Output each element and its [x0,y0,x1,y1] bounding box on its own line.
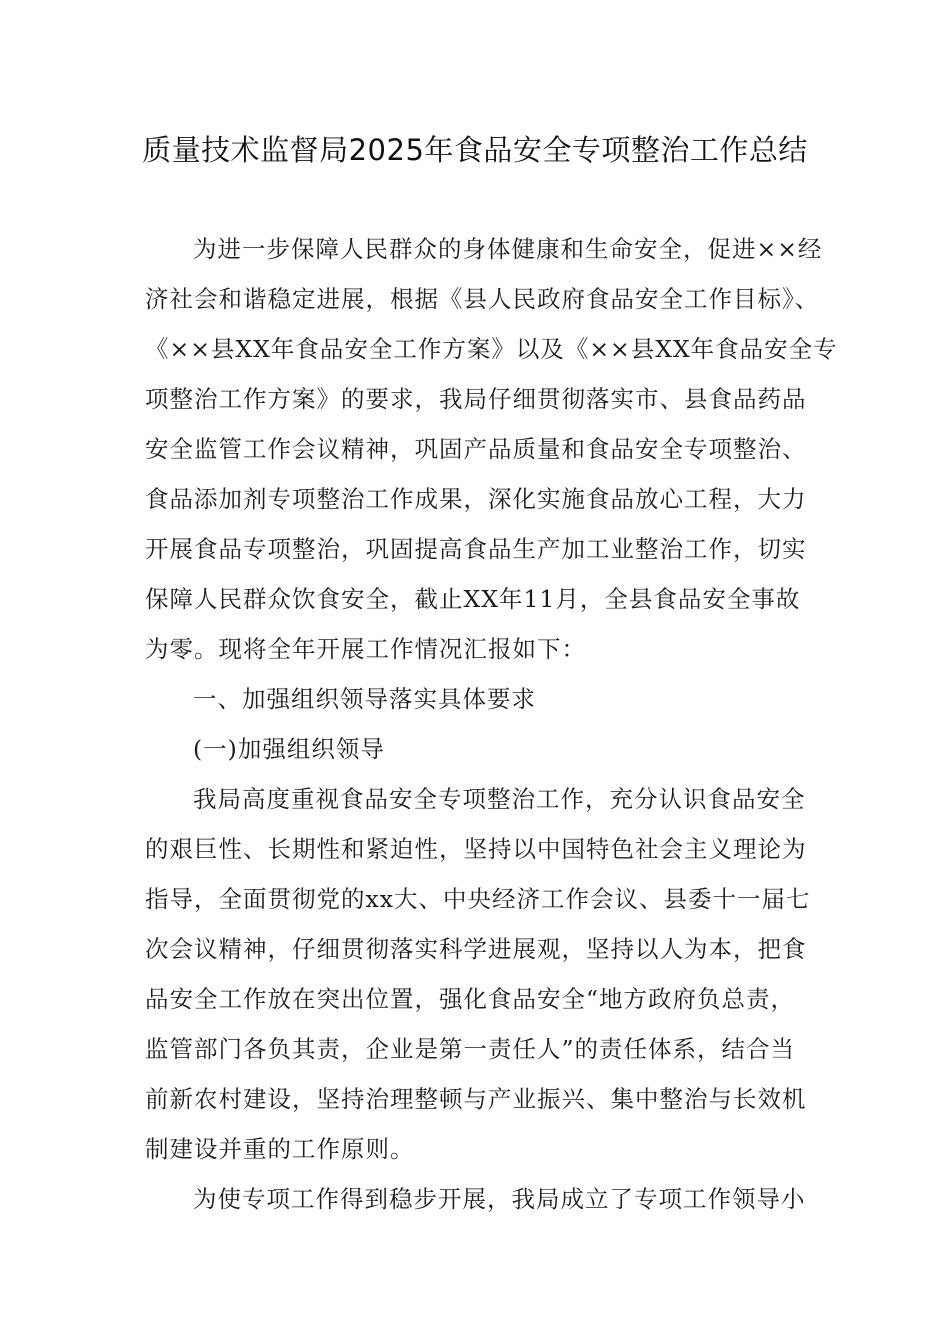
paragraph-line: 安全监管工作会议精神，巩固产品质量和食品安全专项整治、 [145,435,807,463]
subsection-heading: (一)加强组织领导 [193,735,385,763]
paragraph-line: 为使专项工作得到稳步开展，我局成立了专项工作领导小 [193,1185,806,1213]
section-heading: 一、加强组织领导落实具体要求 [193,685,536,713]
paragraph-line: 开展食品专项整治，巩固提高食品生产加工业整治工作，切实 [145,535,807,563]
paragraph-line: 指导，全面贯彻党的xx大、中央经济工作会议、县委十一届七 [145,885,811,913]
paragraph-line: 济社会和谐稳定进展，根据《县人民政府食品安全工作目标》、 [145,285,820,313]
paragraph-line: 食品添加剂专项整治工作成果，深化实施食品放心工程，大力 [145,485,807,513]
paragraph-line: 我局高度重视食品安全专项整治工作，充分认识食品安全 [193,785,806,813]
paragraph-line: 次会议精神，仔细贯彻落实科学进展观，坚持以人为本，把食 [145,935,807,963]
paragraph-line: 《××县XX年食品安全工作方案》以及《××县XX年食品安全专 [145,335,838,363]
paragraph-line: 保障人民群众饮食安全，截止XX年11月，全县食品安全事故 [145,585,801,613]
paragraph-line: 制建设并重的工作原则。 [145,1135,415,1163]
paragraph-line: 品安全工作放在突出位置，强化食品安全“地方政府负总责， [145,985,796,1013]
paragraph-line: 前新农村建设，坚持治理整顿与产业振兴、集中整治与长效机 [145,1085,807,1113]
paragraph-line: 为进一步保障人民群众的身体健康和生命安全，促进××经 [193,235,823,263]
paragraph-line: 为零。现将全年开展工作情况汇报如下： [145,635,586,663]
paragraph-line: 项整治工作方案》的要求，我局仔细贯彻落实市、县食品药品 [145,385,807,413]
paragraph-line: 监管部门各负其责，企业是第一责任人”的责任体系，结合当 [145,1035,796,1063]
document-title: 质量技术监督局2025年食品安全专项整治工作总结 [142,133,808,167]
paragraph-line: 的艰巨性、长期性和紧迫性，坚持以中国特色社会主义理论为 [145,835,807,863]
